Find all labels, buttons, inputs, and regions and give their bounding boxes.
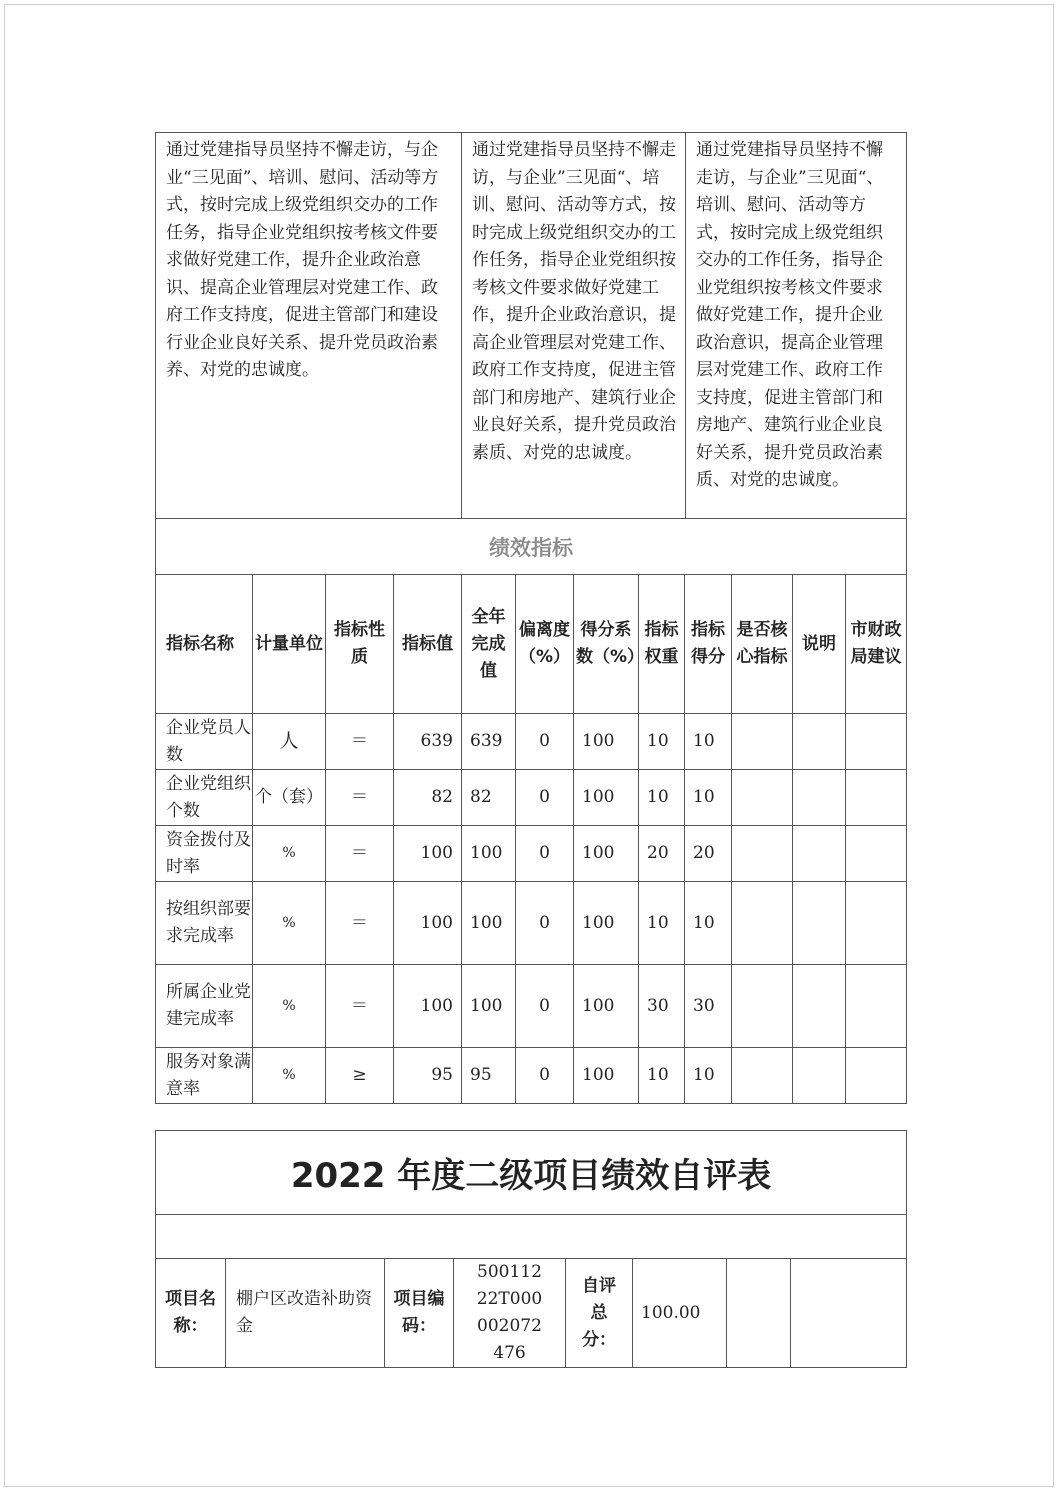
indicator-weight: 10 [639,882,685,965]
indicator-deviation: 0 [516,965,574,1048]
indicator-name: 按组织部要求完成率 [156,882,253,965]
indicator-coef: 100 [574,770,639,826]
indicator-core [732,770,793,826]
indicator-unit: % [253,965,326,1048]
header-note: 说明 [793,575,846,714]
project-info-row [156,1259,907,1368]
indicator-unit: 人 [253,714,326,770]
header-advice: 市财政局建议 [846,575,907,714]
table-row [156,714,907,770]
indicator-actual: 100 [462,965,516,1048]
indicator-unit: % [253,1048,326,1104]
indicator-actual: 100 [462,826,516,882]
header-weight: 指标权重 [639,575,685,714]
indicator-unit: % [253,826,326,882]
table-row [156,770,907,826]
evaluation-title: 2022 年度二级项目绩效自评表 [156,1131,907,1215]
indicator-nature: ＝ [326,965,394,1048]
table-row [156,965,907,1048]
indicator-advice [846,965,907,1048]
objective-text-col2: 通过党建指导员坚持不懈走访，与企业”三见面“、培训、慰问、活动等方式，按时完成上级党组织交办的工作任务，指导企业党组织按考核文件要求做好党建工作，提升企业政治意识，提高企业管理层对党建工作、政府工作支持度，促进主管部门和房地产、建筑行业企业良好关系，提升党员政治素质、对党的忠诚度。 [462,133,686,519]
indicator-deviation: 0 [516,826,574,882]
indicator-coef: 100 [574,1048,639,1104]
indicator-deviation: 0 [516,714,574,770]
indicator-target: 100 [394,882,462,965]
indicator-note [793,770,846,826]
indicator-advice [846,770,907,826]
indicator-weight: 10 [639,1048,685,1104]
table-row [156,882,907,965]
header-name: 指标名称 [156,575,253,714]
indicator-coef: 100 [574,882,639,965]
empty-cell [791,1259,907,1368]
indicator-nature: ＝ [326,770,394,826]
indicators-table [155,574,907,1104]
indicator-note [793,714,846,770]
header-coef: 得分系数（%） [574,575,639,714]
header-deviation: 偏离度（%） [516,575,574,714]
indicator-unit: 个（套） [253,770,326,826]
indicator-core [732,882,793,965]
objective-text-col1: 通过党建指导员坚持不懈走访，与企业“三见面”、培训、慰问、活动等方式，按时完成上级党组织交办的工作任务，指导企业党组织按考核文件要求做好党建工作，提升企业政治意识、提高企业管理层对党建工作、政府工作支持度，促进主管部门和建设行业企业良好关系、提升党员政治素养、对党的忠诚度。 [156,133,462,519]
indicator-weight: 30 [639,965,685,1048]
indicator-actual: 639 [462,714,516,770]
indicator-weight: 20 [639,826,685,882]
indicator-target: 639 [394,714,462,770]
indicator-actual: 95 [462,1048,516,1104]
indicator-core [732,826,793,882]
indicator-target: 82 [394,770,462,826]
indicator-score: 10 [685,770,732,826]
indicator-name: 所属企业党建完成率 [156,965,253,1048]
indicator-advice [846,714,907,770]
table-row [156,1048,907,1104]
total-score-label: 自评总分： [566,1259,633,1368]
indicator-deviation: 0 [516,770,574,826]
section-title: 绩效指标 [156,519,907,575]
project-code-label: 项目编码： [385,1259,454,1368]
header-target: 指标值 [394,575,462,714]
indicator-core [732,1048,793,1104]
total-score-value: 100.00 [633,1259,727,1368]
indicator-note [793,965,846,1048]
indicator-score: 10 [685,1048,732,1104]
indicator-advice [846,882,907,965]
indicator-coef: 100 [574,714,639,770]
self-evaluation-table [155,1130,907,1368]
table-row [156,826,907,882]
indicator-note [793,1048,846,1104]
indicator-actual: 82 [462,770,516,826]
header-unit: 计量单位 [253,575,326,714]
indicator-note [793,826,846,882]
indicator-score: 30 [685,965,732,1048]
header-actual: 全年完成值 [462,575,516,714]
indicator-advice [846,826,907,882]
header-core: 是否核心指标 [732,575,793,714]
indicator-target: 100 [394,965,462,1048]
objective-text-table [155,132,907,575]
project-code-value: 50011222T000002072476 [454,1259,566,1368]
project-name-label: 项目名称： [156,1259,226,1368]
indicator-deviation: 0 [516,1048,574,1104]
indicator-nature: ≥ [326,1048,394,1104]
project-name-value: 棚户区改造补助资金 [226,1259,385,1368]
indicator-core [732,965,793,1048]
indicator-name: 企业党员人数 [156,714,253,770]
indicator-actual: 100 [462,882,516,965]
indicator-nature: ＝ [326,882,394,965]
indicator-coef: 100 [574,826,639,882]
blank-row [156,1215,907,1259]
indicator-name: 资金拨付及时率 [156,826,253,882]
indicators-header-row [156,575,907,714]
indicator-unit: % [253,882,326,965]
header-score: 指标得分 [685,575,732,714]
indicator-score: 10 [685,882,732,965]
indicator-score: 20 [685,826,732,882]
indicator-target: 95 [394,1048,462,1104]
indicator-weight: 10 [639,770,685,826]
empty-cell [727,1259,791,1368]
indicator-target: 100 [394,826,462,882]
indicator-score: 10 [685,714,732,770]
indicator-nature: ＝ [326,826,394,882]
indicator-nature: ＝ [326,714,394,770]
indicator-advice [846,1048,907,1104]
objective-text-col3: 通过党建指导员坚持不懈走访，与企业”三见面“、培训、慰问、活动等方式，按时完成上级党组织交办的工作任务，指导企业党组织按考核文件要求做好党建工作，提升企业政治意识，提高企业管理层对党建工作、政府工作支持度，促进主管部门和房地产、建筑行业企业良好关系，提升党员政治素质、对党的忠诚度。 [686,133,907,519]
indicator-deviation: 0 [516,882,574,965]
indicator-weight: 10 [639,714,685,770]
indicator-core [732,714,793,770]
indicator-name: 企业党组织个数 [156,770,253,826]
indicator-name: 服务对象满意率 [156,1048,253,1104]
indicator-coef: 100 [574,965,639,1048]
indicator-note [793,882,846,965]
header-nature: 指标性质 [326,575,394,714]
